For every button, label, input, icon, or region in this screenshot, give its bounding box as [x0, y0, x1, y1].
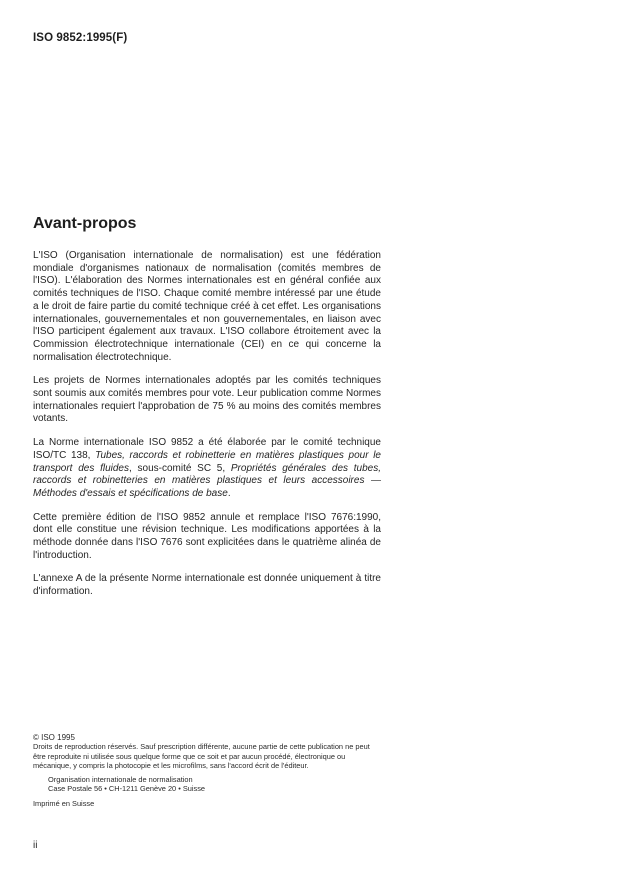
printed-in: Imprimé en Suisse — [33, 798, 95, 808]
p3-italic-committee-title: Tubes, raccords et robinetterie en matières plastiques pour le transport des fluides — [33, 449, 381, 474]
p3-text-e: . — [227, 487, 231, 499]
paragraph-5: L'annexe A de la présente Norme internationale est donnée uniquement à titre d'information. — [33, 573, 381, 598]
copyright-rights: Droits de reproduction réservés. Sauf prescription différente, aucune partie de cette publication ne peut être reproduite ni utilisée sous quelque forme que ce soit et par aucun procédé, électronique ou mécanique, y compris la photocopie et les microfilms, sans l'accord écrit de l'éditeur. — [33, 742, 370, 770]
section-title: Avant-propos — [33, 215, 137, 232]
document-id: ISO 9852:1995(F) — [33, 32, 128, 44]
p3-text-a: La Norme internationale ISO 9852 a été élaborée par le comité technique ISO/TC 138, — [33, 437, 381, 461]
paragraph-4: Cette première édition de l'ISO 9852 annule et remplace l'ISO 7676:1990, dont elle constitue une révision technique. Les modifications apportées à la méthode donnée dans l'ISO 7676 sont explicitées dans le quatrième alinéa de l'introduction. — [33, 511, 381, 561]
paragraph-3 — [33, 437, 381, 501]
paragraph-2: Les projets de Normes internationales adoptés par les comités techniques sont soumis aux comités membres pour vote. Leur publication comme Normes internationales requiert l'approbation de 75 % au moins des comités membres votants. — [33, 375, 381, 425]
paragraph-1: L'ISO (Organisation internationale de normalisation) est une fédération mondiale d'organismes nationaux de normalisation (comités membres de l'ISO). L'élaboration des Normes internationales est en général confiée aux comités techniques de l'ISO. Chaque comité membre intéressé par une étude a le droit de faire partie du comité technique créé à cet effet. Les organisations internationales, gouvernementales et non gouvernementales, en liaison avec l'ISO participent également aux travaux. L'ISO collabore étroitement avec la Commission électrotechnique internationale (CEI) en ce qui concerne la normalisation électrotechnique. — [33, 250, 381, 363]
p3-italic-subcommittee-title: Propriétés générales des tubes, raccords et robinetteries en matières plastiques et leurs accessoires — Méthodes d'essais et spécifications de base — [33, 462, 381, 499]
copyright-block — [33, 733, 383, 808]
p3-text-c: , sous-comité SC 5, — [128, 462, 231, 474]
copyright-line: © ISO 1995 — [33, 733, 75, 742]
page-number: ii — [33, 840, 38, 851]
body-text — [33, 250, 381, 610]
publisher-name: Organisation internationale de normalisation — [48, 775, 193, 785]
publisher-address: Case Postale 56 • CH-1211 Genève 20 • Suisse — [48, 784, 206, 794]
